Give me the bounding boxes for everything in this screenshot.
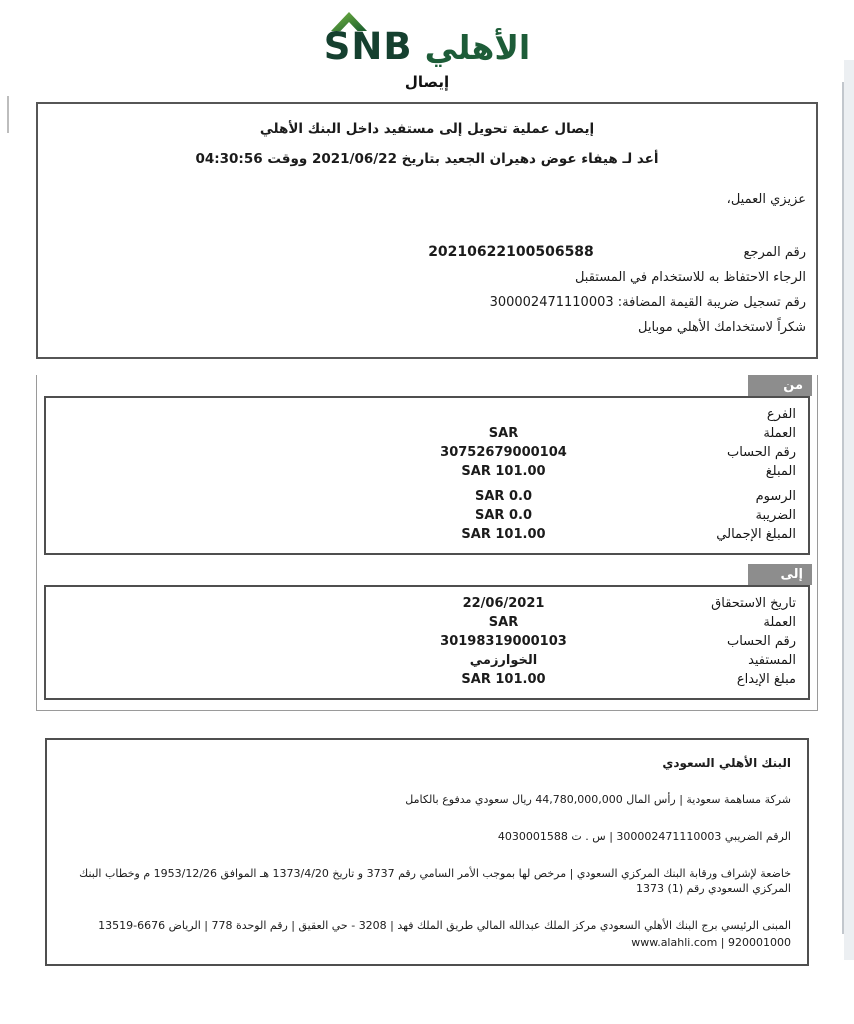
snb-wordmark [323,24,413,68]
branch-label: الفرع [766,407,796,422]
table-row [58,632,796,651]
amount-value: 101.00 SAR [461,464,546,479]
due-date-value: 22/06/2021 [462,596,545,611]
from-tab-row [37,375,817,396]
transfer-sections-container [36,375,818,711]
tax-value: 0.0 SAR [475,508,532,523]
snb-chevron-icon [331,12,367,31]
to-currency-value: SAR [488,615,519,630]
to-section-box [44,585,810,700]
to-currency-label: العملة [763,615,796,630]
account-number-value: 30752679000104 [440,445,567,460]
keep-note: الرجاء الاحتفاظ به للاستخدام في المستقبل [574,270,806,285]
to-tab: إلى [748,564,812,585]
from-tab: من [748,375,812,396]
due-date-label: تاريخ الاستحقاق [711,596,796,611]
table-row [58,462,796,481]
amount-label: المبلغ [765,464,796,479]
receipt-title-line2: أعد لـ هيفاء عوض دهيران الجعيد بتاريخ 2021/06/22 ووقت 04:30:56 [195,151,659,167]
currency-value: SAR [488,426,519,441]
reference-value: 20210622100506588 [428,244,594,260]
to-account-number-value: 30198319000103 [440,634,567,649]
fees-label: الرسوم [755,489,796,504]
table-row [58,405,796,424]
currency-label: العملة [763,426,796,441]
reference-label: رقم المرجع [743,245,806,260]
greeting-text: عزيزي العميل، [726,192,806,207]
total-amount-label: المبلغ الإجمالي [716,527,796,542]
receipt-title-line1: إيصال عملية تحويل إلى مستفيد داخل البنك الأهلي [259,121,595,137]
to-account-number-label: رقم الحساب [726,634,796,649]
thanks-line: شكراً لاستخدامك الأهلي موبايل [638,320,806,335]
vat-registration-line: رقم تسجيل ضريبة القيمة المضافة: 300002471110003 [489,295,806,310]
to-tab-row [37,564,817,585]
snb-text: SNB [323,24,413,68]
table-row [58,670,796,689]
tax-label: الضريبة [755,508,796,523]
table-row [58,613,796,632]
from-section-box [44,396,810,555]
table-row [58,487,796,506]
alahli-wordmark: الأهلي [424,28,531,67]
deposit-amount-label: مبلغ الإيداع [736,672,796,687]
reference-row [48,244,806,260]
table-row [58,443,796,462]
account-number-label: رقم الحساب [726,445,796,460]
bank-info-footer-box [45,738,809,966]
address-line: المبنى الرئيسي برج البنك الأهلي السعودي مركز الملك عبدالله المالي طريق الملك فهد | 3208 - حي العقيق | رقم الوحدة 778 | الرياض 6676-13519 [98,919,791,932]
bank-logo [36,8,818,68]
receipt-header-box [36,102,818,359]
table-row [58,651,796,670]
table-row [58,594,796,613]
regulation-line: خاضعة لإشراف ورقابة البنك المركزي السعودي | مرخص لها بموجب الأمر السامي رقم 3737 و تاريخ 1373/4/20 هـ الموافق 1953/12/26 م وخطاب البنك المركزي السعودي رقم (1) 1373 [79,867,791,895]
page-title: إيصال [404,73,450,91]
table-row [58,525,796,544]
capital-line: شركة مساهمة سعودية | رأس المال 44,780,000,000 ريال سعودي مدفوع بالكامل [405,793,791,806]
beneficiary-value: الخوارزمي [469,653,538,668]
deposit-amount-value: 101.00 SAR [461,672,546,687]
beneficiary-label: المستفيد [748,653,796,668]
bank-name: البنك الأهلي السعودي [662,756,791,770]
table-row [58,424,796,443]
fees-value: 0.0 SAR [475,489,532,504]
tax-cr-line: الرقم الضريبي 300002471110003 | س . ت 4030001588 [497,830,791,843]
table-row [58,506,796,525]
total-amount-value: 101.00 SAR [461,527,546,542]
contact-line: www.alahli.com | 920001000 [631,936,791,949]
